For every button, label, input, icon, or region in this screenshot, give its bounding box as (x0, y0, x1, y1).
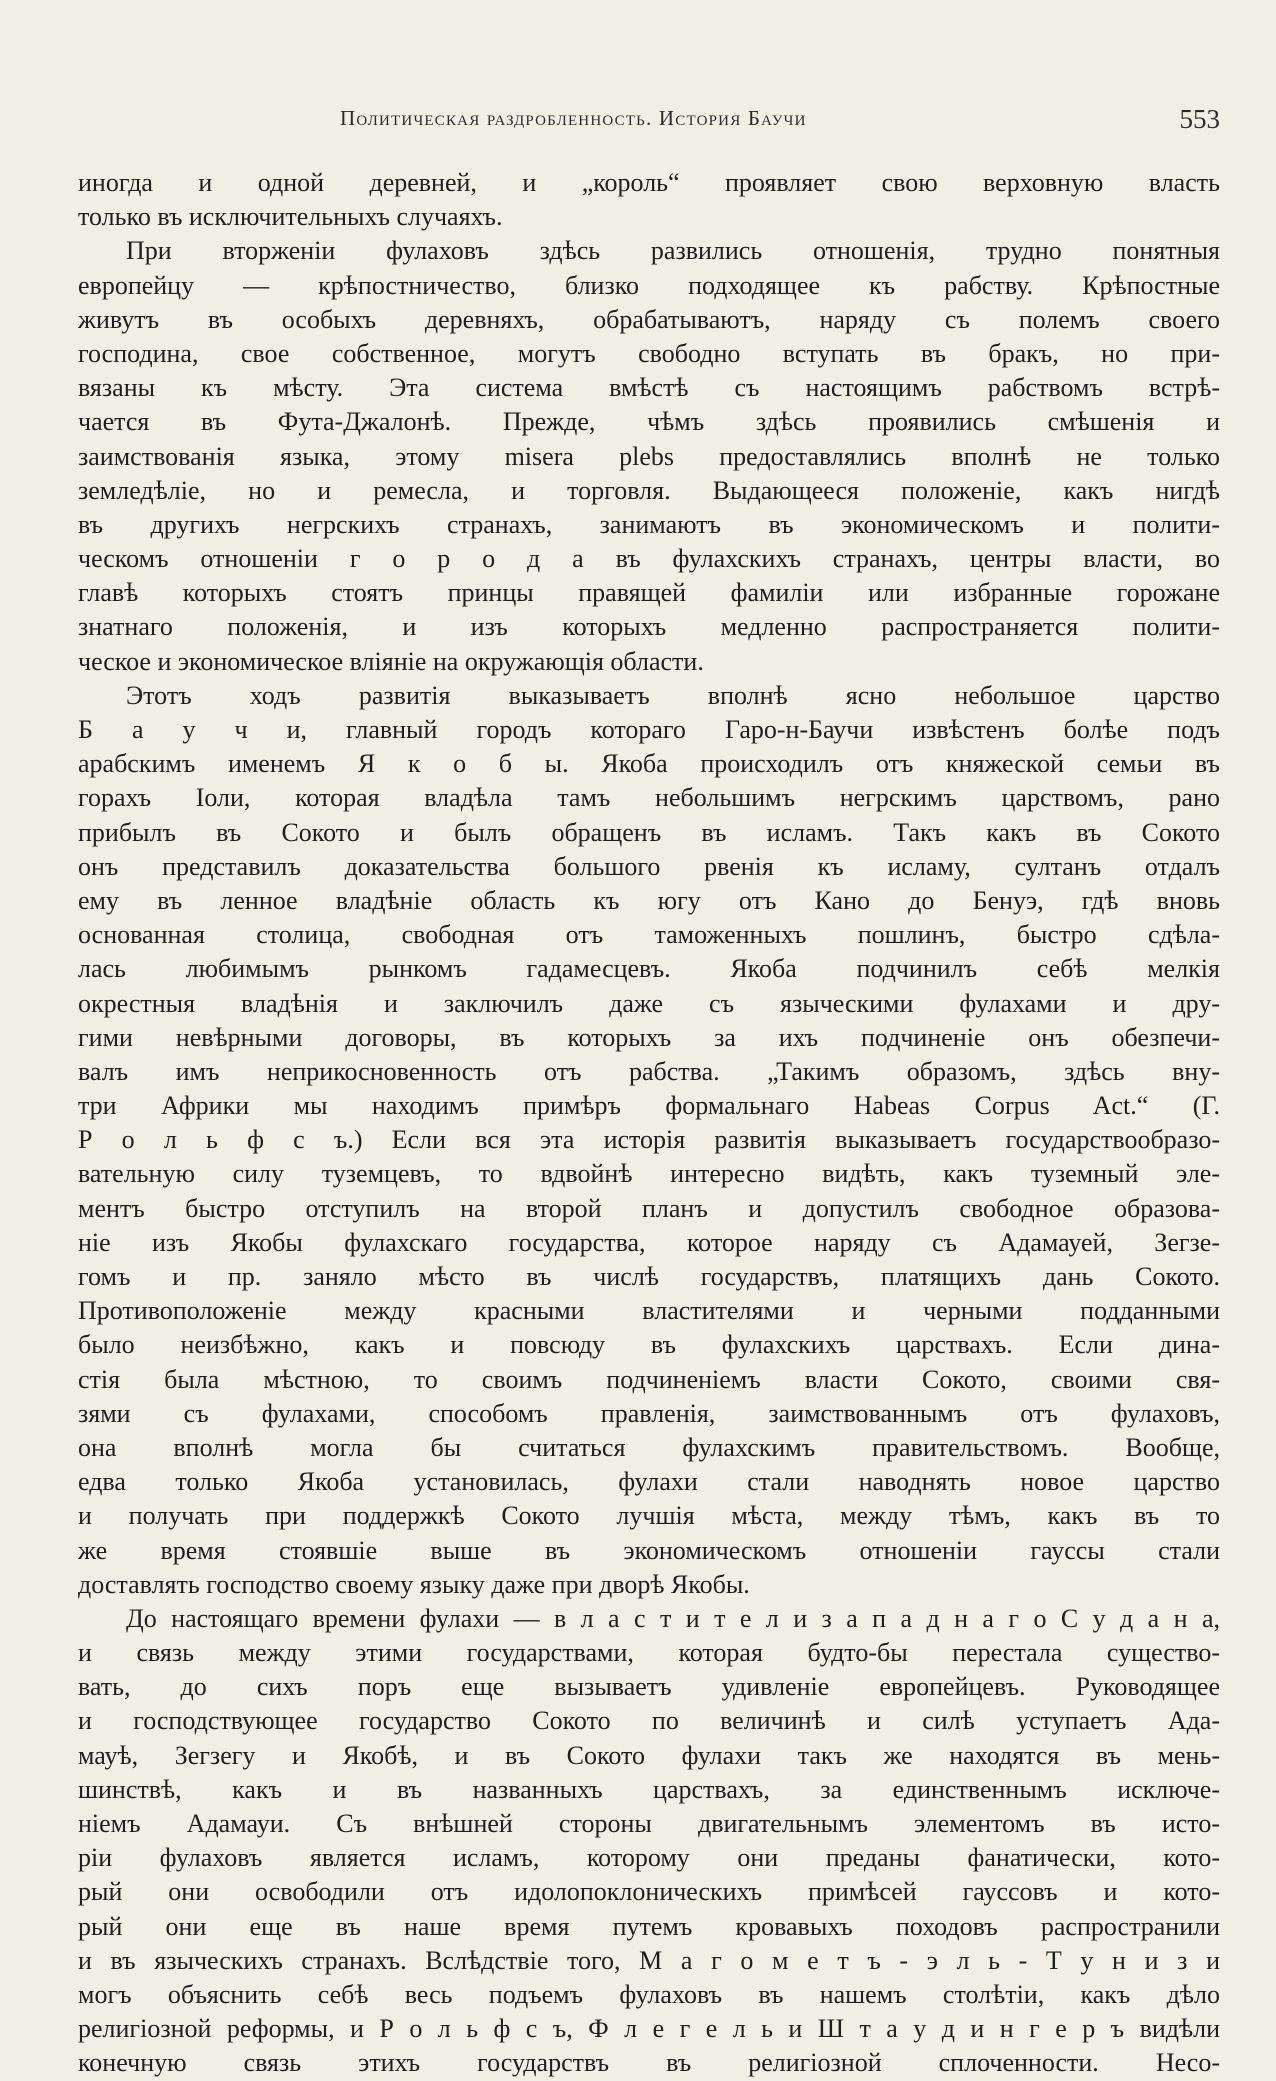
text-line: Р о л ь ф с ъ.) Если вся эта исторія развитія выказываетъ государствообразо- (78, 1125, 1220, 1155)
text-line: стія была мѣстною, то своимъ подчиненіемъ власти Сокото, своими свя- (78, 1364, 1220, 1394)
text-line: она вполнѣ могла бы считаться фулахскимъ правительствомъ. Вообще, (78, 1432, 1220, 1462)
text-line: въ другихъ негрскихъ странахъ, занимаютъ въ экономическомъ и полити- (78, 509, 1220, 539)
text-line: могъ объяснить себѣ весь подъемъ фулаховъ въ нашемъ столѣтіи, какъ дѣло (78, 1979, 1220, 2009)
text-line: доставлять господство своему языку даже при дворѣ Якобы. (78, 1569, 750, 1599)
text-line: прибылъ въ Сокото и былъ обращенъ въ исламъ. Такъ какъ въ Сокото (78, 817, 1220, 847)
text-line: заимствованія языка, этому misera plebs предоставлялись вполнѣ не только (78, 441, 1220, 471)
page-number: 553 (1179, 104, 1220, 134)
text-line: ніемъ Адамауи. Съ внѣшней стороны двигательнымъ элементомъ въ исто- (78, 1809, 1220, 1838)
text-line: и господствующее государство Сокото по величинѣ и силѣ уступаетъ Ада- (78, 1706, 1220, 1736)
text-line: вязаны къ мѣсту. Эта система вмѣстѣ съ настоящимъ рабствомъ встрѣ- (78, 373, 1220, 403)
text-line: вательную силу туземцевъ, то вдвойнѣ интересно видѣть, какъ туземный эле- (78, 1159, 1220, 1189)
text-line: ческомъ отношеніи г о р о д а въ фулахскихъ странахъ, центры власти, во (78, 544, 1220, 574)
text-line: ріи фулаховъ является исламъ, которому они преданы фанатически, кото- (78, 1843, 1220, 1873)
text-line: Этотъ ходъ развитія выказываетъ вполнѣ ясно небольшое царство (126, 680, 1220, 710)
text-line: иногда и одной деревней, и „король“ проявляет свою верховную власть (78, 168, 1220, 197)
text-line: онъ представилъ доказательства большого рвенія къ исламу, султанъ отдалъ (78, 851, 1220, 881)
text-line: мауѣ, Зегзегу и Якобѣ, и въ Сокото фулахи такъ же находятся въ мень- (78, 1740, 1220, 1770)
text-line: ніе изъ Якобы фулахскаго государства, которое наряду съ Адамауей, Зегзе- (78, 1227, 1220, 1257)
text-line: основанная столица, свободная отъ таможенныхъ пошлинъ, быстро сдѣла- (78, 920, 1220, 950)
text-line: и въ языческихъ странахъ. Вслѣдствіе того, М а г о м е т ъ - э л ь - Т у н и з и (78, 1945, 1220, 1975)
running-title: Политическая раздробленность. История Баучи (340, 106, 807, 130)
text-line: окрестныя владѣнія и заключилъ даже съ языческими фулахами и дру- (78, 988, 1220, 1018)
text-line: зями съ фулахами, способомъ правленія, заимствованнымъ отъ фулаховъ, (78, 1398, 1220, 1428)
text-line: ему въ ленное владѣніе область къ югу отъ Кано до Бенуэ, гдѣ вновь (78, 885, 1220, 915)
text-line: ческое и экономическое вліяніе на окружающія области. (78, 646, 704, 676)
text-line: гими невѣрными договоры, въ которыхъ за ихъ подчиненіе онъ обезпечи- (78, 1022, 1220, 1052)
text-line: было неизбѣжно, какъ и повсюду въ фулахскихъ царствахъ. Если дина- (78, 1330, 1220, 1360)
text-line: рый они освободили отъ идолопоклоническихъ примѣсей гауссовъ и кото- (78, 1877, 1220, 1907)
text-line: же время стоявшіе выше въ экономическомъ отношеніи гауссы стали (78, 1535, 1220, 1565)
text-line: гомъ и пр. заняло мѣсто въ числѣ государствъ, платящихъ дань Сокото. (78, 1262, 1220, 1291)
text-line: религіозной реформы, и Р о л ь ф с ъ, Ф л е г е л ь и Ш т а у д и н г е р ъ видѣли (78, 2014, 1220, 2044)
text-line: горахъ Іоли, которая владѣла тамъ небольшимъ негрскимъ царствомъ, рано (78, 783, 1220, 813)
body-text (78, 166, 1220, 2081)
text-line: При вторженіи фулаховъ здѣсь развились отношенія, трудно понятныя (126, 236, 1220, 266)
text-line: господина, свое собственное, могутъ свободно вступать въ бракъ, но при- (78, 338, 1220, 368)
text-line: знатнаго положенія, и изъ которыхъ медленно распространяется полити- (78, 612, 1220, 642)
text-line: живутъ въ особыхъ деревняхъ, обрабатываютъ, наряду съ полемъ своего (78, 304, 1220, 334)
text-line: Противоположеніе между красными властителями и черными подданными (78, 1296, 1220, 1326)
text-line: едва только Якоба установилась, фулахи стали наводнять новое царство (78, 1467, 1220, 1497)
text-line: арабскимъ именемъ Я к о б ы. Якоба происходилъ отъ княжеской семьи въ (78, 749, 1220, 779)
text-line: только въ исключительныхъ случаяхъ. (78, 202, 503, 232)
text-line: валъ имъ неприкосновенность отъ рабства. „Такимъ образомъ, здѣсь вну- (78, 1056, 1220, 1086)
text-line: три Африки мы находимъ примѣръ формальнаго Habeas Corpus Act.“ (Г. (78, 1091, 1220, 1121)
text-line: вать, до сихъ поръ еще вызываетъ удивленіе европейцевъ. Руководящее (78, 1672, 1220, 1702)
text-line: главѣ которыхъ стоятъ принцы правящей фамиліи или избранные горожане (78, 578, 1220, 608)
text-line: До настоящаго времени фулахи — в л а с т и т е л и з а п а д н а г о С у д а н а, (126, 1603, 1220, 1633)
text-line: европейцу — крѣпостничество, близко подходящее къ рабству. Крѣпостные (78, 270, 1220, 300)
text-line: лась любимымъ рынкомъ гадамесцевъ. Якоба подчинилъ себѣ мелкія (78, 954, 1220, 984)
text-line: и получать при поддержкѣ Сокото лучшія мѣста, между тѣмъ, какъ въ то (78, 1501, 1220, 1531)
text-line: конечную связь этихъ государствъ въ религіозной сплоченности. Несо- (78, 2048, 1220, 2078)
text-line: земледѣліе, но и ремесла, и торговля. Выдающееся положеніе, какъ нигдѣ (78, 475, 1220, 505)
text-line: Б а у ч и, главный городъ котораго Гаро-н-Баучи извѣстенъ болѣе подъ (78, 715, 1220, 744)
text-line: ментъ быстро отступилъ на второй планъ и допустилъ свободное образова- (78, 1193, 1220, 1223)
text-line: рый они еще въ наше время путемъ кровавыхъ походовъ распространили (78, 1911, 1220, 1941)
text-line: и связь между этими государствами, которая будто-бы перестала существо- (78, 1638, 1220, 1668)
text-line: шинствѣ, какъ и въ названныхъ царствахъ, за единственнымъ исключе- (78, 1774, 1220, 1804)
running-head (78, 106, 1220, 146)
text-line: чается въ Фута-Джалонѣ. Прежде, чѣмъ здѣсь проявились смѣшенія и (78, 407, 1220, 437)
